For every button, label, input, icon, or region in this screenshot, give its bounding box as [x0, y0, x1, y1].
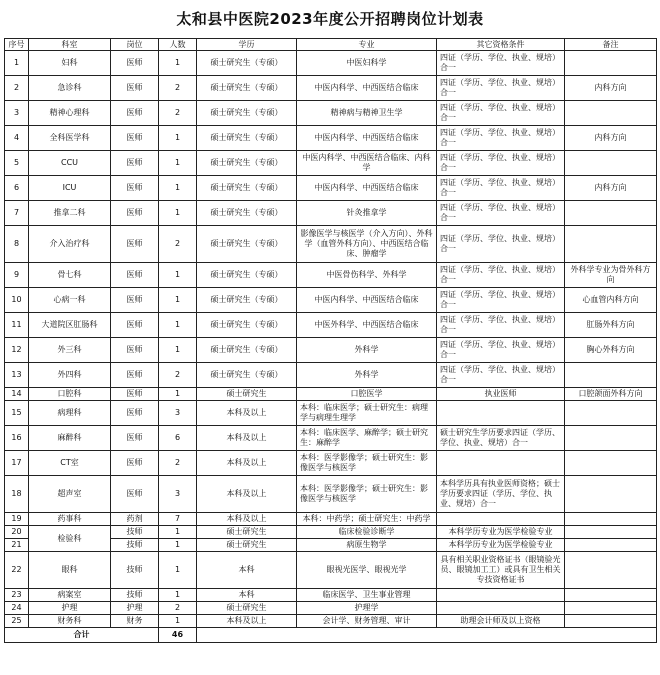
row-cond: 四证（学历、学位、执业、规培）合一: [437, 51, 565, 76]
row-note: 口腔颌面外科方向: [565, 388, 657, 401]
row-major: 会计学、财务管理、审计: [297, 615, 437, 628]
row-major: 本科：医学影像学；硕士研究生：影像医学与核医学: [297, 476, 437, 513]
table-row: [5, 388, 657, 401]
row-no: 4: [5, 126, 29, 151]
row-num: 2: [159, 451, 197, 476]
row-note: 胸心外科方向: [565, 338, 657, 363]
row-edu: 硕士研究生（专硕）: [197, 263, 297, 288]
total-label: 合计: [5, 628, 159, 643]
row-no: 17: [5, 451, 29, 476]
row-note: [565, 513, 657, 526]
table-row: [5, 288, 657, 313]
row-post: 护理: [111, 602, 159, 615]
row-post: 技师: [111, 526, 159, 539]
row-edu: 硕士研究生（专硕）: [197, 76, 297, 101]
row-dept: 外四科: [29, 363, 111, 388]
table-row: [5, 263, 657, 288]
table-row: [5, 513, 657, 526]
row-major: 精神病与精神卫生学: [297, 101, 437, 126]
row-cond: 本科学历专业为医学检验专业: [437, 526, 565, 539]
row-note: [565, 51, 657, 76]
row-num: 1: [159, 288, 197, 313]
row-dept: 麻醉科: [29, 426, 111, 451]
table-row: [5, 451, 657, 476]
row-no: 20: [5, 526, 29, 539]
row-cond: 四证（学历、学位、执业、规培）合一: [437, 263, 565, 288]
row-note: [565, 539, 657, 552]
row-post: 药剂: [111, 513, 159, 526]
row-major: 影像医学与核医学（介入方向）、外科学（血管外科方向）、中西医结合临床、肿瘤学: [297, 226, 437, 263]
table-row: [5, 615, 657, 628]
row-num: 2: [159, 363, 197, 388]
row-major: 外科学: [297, 338, 437, 363]
row-dept: 骨七科: [29, 263, 111, 288]
row-major: 临床检验诊断学: [297, 526, 437, 539]
row-no: 24: [5, 602, 29, 615]
row-cond: 硕士研究生学历要求四证（学历、学位、执业、规培）合一: [437, 426, 565, 451]
row-cond: 四证（学历、学位、执业、规培）合一: [437, 201, 565, 226]
row-cond: 四证（学历、学位、执业、规培）合一: [437, 76, 565, 101]
row-cond: 四证（学历、学位、执业、规培）合一: [437, 151, 565, 176]
row-cond: [437, 602, 565, 615]
table-row: [5, 126, 657, 151]
row-num: 3: [159, 401, 197, 426]
row-edu: 本科: [197, 589, 297, 602]
row-num: 1: [159, 338, 197, 363]
row-dept: 超声室: [29, 476, 111, 513]
table-row: [5, 526, 657, 539]
row-major: 临床医学、卫生事业管理: [297, 589, 437, 602]
row-note: [565, 451, 657, 476]
row-num: 1: [159, 263, 197, 288]
row-dept: 检验科: [29, 526, 111, 552]
row-post: 医师: [111, 201, 159, 226]
row-major: 中医内科学、中西医结合临床: [297, 176, 437, 201]
row-no: 15: [5, 401, 29, 426]
row-edu: 硕士研究生（专硕）: [197, 51, 297, 76]
row-note: 内科方向: [565, 76, 657, 101]
row-cond: [437, 589, 565, 602]
row-no: 9: [5, 263, 29, 288]
row-no: 13: [5, 363, 29, 388]
row-edu: 硕士研究生（专硕）: [197, 201, 297, 226]
recruitment-table: [4, 38, 657, 643]
row-note: [565, 226, 657, 263]
row-note: [565, 151, 657, 176]
row-note: [565, 363, 657, 388]
table-row: [5, 338, 657, 363]
row-num: 3: [159, 476, 197, 513]
row-dept: 妇科: [29, 51, 111, 76]
row-no: 8: [5, 226, 29, 263]
row-no: 19: [5, 513, 29, 526]
row-post: 医师: [111, 401, 159, 426]
row-edu: 硕士研究生（专硕）: [197, 126, 297, 151]
row-edu: 本科及以上: [197, 426, 297, 451]
row-note: 内科方向: [565, 126, 657, 151]
row-dept: 全科医学科: [29, 126, 111, 151]
row-cond: 四证（学历、学位、执业、规培）合一: [437, 176, 565, 201]
row-post: 医师: [111, 51, 159, 76]
row-dept: 推拿二科: [29, 201, 111, 226]
row-cond: 四证（学历、学位、执业、规培）合一: [437, 288, 565, 313]
row-edu: 硕士研究生（专硕）: [197, 101, 297, 126]
row-note: [565, 552, 657, 589]
row-num: 1: [159, 388, 197, 401]
row-post: 医师: [111, 101, 159, 126]
row-num: 1: [159, 176, 197, 201]
row-cond: 本科学历专业为医学检验专业: [437, 539, 565, 552]
row-major: 本科：临床医学、麻醉学；硕士研究生：麻醉学: [297, 426, 437, 451]
row-edu: 本科及以上: [197, 401, 297, 426]
row-edu: 硕士研究生: [197, 602, 297, 615]
row-num: 2: [159, 76, 197, 101]
table-row: [5, 101, 657, 126]
row-major: 中医内科学、中西医结合临床: [297, 76, 437, 101]
table-row: [5, 176, 657, 201]
row-no: 1: [5, 51, 29, 76]
header-dept: 科室: [29, 39, 111, 51]
row-cond: 执业医师: [437, 388, 565, 401]
row-post: 医师: [111, 126, 159, 151]
row-dept: 眼科: [29, 552, 111, 589]
table-row: [5, 401, 657, 426]
header-note: 备注: [565, 39, 657, 51]
row-cond: 具有相关职业资格证书（眼镜验光员、眼镜加工工）或具有卫生相关专技资格证书: [437, 552, 565, 589]
row-no: 11: [5, 313, 29, 338]
row-num: 1: [159, 51, 197, 76]
row-edu: 本科及以上: [197, 513, 297, 526]
row-edu: 硕士研究生: [197, 539, 297, 552]
row-major: 护理学: [297, 602, 437, 615]
row-post: 医师: [111, 476, 159, 513]
row-no: 3: [5, 101, 29, 126]
row-major: 针灸推拿学: [297, 201, 437, 226]
row-post: 技师: [111, 552, 159, 589]
row-post: 医师: [111, 313, 159, 338]
row-note: 肛肠外科方向: [565, 313, 657, 338]
row-dept: CT室: [29, 451, 111, 476]
row-dept: 病理科: [29, 401, 111, 426]
row-no: 14: [5, 388, 29, 401]
row-major: 本科：中药学；硕士研究生：中药学: [297, 513, 437, 526]
row-num: 7: [159, 513, 197, 526]
row-cond: 四证（学历、学位、执业、规培）合一: [437, 313, 565, 338]
table-row: [5, 313, 657, 338]
row-num: 2: [159, 101, 197, 126]
row-post: 医师: [111, 151, 159, 176]
row-num: 1: [159, 526, 197, 539]
row-major: 眼视光医学、眼视光学: [297, 552, 437, 589]
row-post: 医师: [111, 288, 159, 313]
row-post: 医师: [111, 451, 159, 476]
table-row: [5, 363, 657, 388]
table-row: [5, 589, 657, 602]
row-post: 医师: [111, 176, 159, 201]
table-row: [5, 201, 657, 226]
row-dept: 药事科: [29, 513, 111, 526]
row-note: 内科方向: [565, 176, 657, 201]
row-no: 12: [5, 338, 29, 363]
row-edu: 硕士研究生（专硕）: [197, 363, 297, 388]
row-edu: 硕士研究生: [197, 388, 297, 401]
header-major: 专业: [297, 39, 437, 51]
row-post: 医师: [111, 226, 159, 263]
row-note: [565, 401, 657, 426]
row-post: 医师: [111, 426, 159, 451]
row-major: 病原生物学: [297, 539, 437, 552]
total-num: 46: [159, 628, 197, 643]
row-post: 医师: [111, 363, 159, 388]
row-cond: 本科学历具有执业医师资格；硕士学历要求四证（学历、学位、执业、规培）合一: [437, 476, 565, 513]
table-row: [5, 476, 657, 513]
row-dept: 外三科: [29, 338, 111, 363]
row-edu: 本科: [197, 552, 297, 589]
row-post: 医师: [111, 388, 159, 401]
row-no: 16: [5, 426, 29, 451]
row-dept: 病案室: [29, 589, 111, 602]
row-num: 6: [159, 426, 197, 451]
row-major: 中医内科学、中西医结合临床、内科学: [297, 151, 437, 176]
row-dept: 急诊科: [29, 76, 111, 101]
row-major: 中医内科学、中西医结合临床: [297, 126, 437, 151]
row-post: 财务: [111, 615, 159, 628]
header-post: 岗位: [111, 39, 159, 51]
row-no: 7: [5, 201, 29, 226]
row-edu: 硕士研究生（专硕）: [197, 176, 297, 201]
total-blank: [197, 628, 657, 643]
row-cond: 助理会计师及以上资格: [437, 615, 565, 628]
row-num: 1: [159, 201, 197, 226]
row-no: 5: [5, 151, 29, 176]
row-no: 10: [5, 288, 29, 313]
row-post: 技师: [111, 539, 159, 552]
row-no: 18: [5, 476, 29, 513]
row-post: 医师: [111, 338, 159, 363]
row-dept: 精神心理科: [29, 101, 111, 126]
row-note: [565, 426, 657, 451]
table-row: [5, 552, 657, 589]
row-note: [565, 476, 657, 513]
row-edu: 本科及以上: [197, 451, 297, 476]
row-post: 技师: [111, 589, 159, 602]
row-post: 医师: [111, 76, 159, 101]
row-dept: 护理: [29, 602, 111, 615]
row-major: 外科学: [297, 363, 437, 388]
row-note: [565, 526, 657, 539]
row-cond: 四证（学历、学位、执业、规培）合一: [437, 226, 565, 263]
row-edu: 本科及以上: [197, 615, 297, 628]
header-num: 人数: [159, 39, 197, 51]
row-edu: 硕士研究生（专硕）: [197, 226, 297, 263]
row-dept: 财务科: [29, 615, 111, 628]
header-edu: 学历: [197, 39, 297, 51]
row-no: 2: [5, 76, 29, 101]
row-major: 中医骨伤科学、外科学: [297, 263, 437, 288]
row-no: 22: [5, 552, 29, 589]
row-cond: [437, 451, 565, 476]
row-num: 1: [159, 539, 197, 552]
row-edu: 本科及以上: [197, 476, 297, 513]
table-row: [5, 151, 657, 176]
row-edu: 硕士研究生（专硕）: [197, 288, 297, 313]
row-note: [565, 615, 657, 628]
row-num: 1: [159, 552, 197, 589]
total-row: [5, 628, 657, 643]
row-dept: 大道院区肛肠科: [29, 313, 111, 338]
row-major: 中医妇科学: [297, 51, 437, 76]
row-major: 中医内科学、中西医结合临床: [297, 288, 437, 313]
row-edu: 硕士研究生（专硕）: [197, 313, 297, 338]
row-edu: 硕士研究生（专硕）: [197, 338, 297, 363]
row-no: 21: [5, 539, 29, 552]
row-dept: CCU: [29, 151, 111, 176]
row-no: 6: [5, 176, 29, 201]
row-major: 口腔医学: [297, 388, 437, 401]
row-note: [565, 101, 657, 126]
row-cond: 四证（学历、学位、执业、规培）合一: [437, 363, 565, 388]
header-no: 序号: [5, 39, 29, 51]
row-num: 1: [159, 126, 197, 151]
row-num: 2: [159, 602, 197, 615]
table-header-row: [5, 39, 657, 51]
header-cond: 其它资格条件: [437, 39, 565, 51]
row-major: 本科：临床医学；硕士研究生：病理学与病理生理学: [297, 401, 437, 426]
row-num: 1: [159, 589, 197, 602]
row-note: 外科学专业为骨外科方向: [565, 263, 657, 288]
row-dept: 口腔科: [29, 388, 111, 401]
table-row: [5, 426, 657, 451]
row-note: [565, 589, 657, 602]
row-dept: 心病一科: [29, 288, 111, 313]
row-edu: 硕士研究生: [197, 526, 297, 539]
page-title: 太和县中医院2023年度公开招聘岗位计划表: [176, 10, 484, 28]
row-note: [565, 201, 657, 226]
row-num: 1: [159, 151, 197, 176]
table-row: [5, 226, 657, 263]
row-note: [565, 602, 657, 615]
row-note: 心血管内科方向: [565, 288, 657, 313]
row-post: 医师: [111, 263, 159, 288]
row-cond: 四证（学历、学位、执业、规培）合一: [437, 101, 565, 126]
row-major: 本科：医学影像学；硕士研究生：影像医学与核医学: [297, 451, 437, 476]
row-no: 23: [5, 589, 29, 602]
row-cond: 四证（学历、学位、执业、规培）合一: [437, 338, 565, 363]
row-num: 1: [159, 615, 197, 628]
table-row: [5, 76, 657, 101]
row-major: 中医外科学、中西医结合临床: [297, 313, 437, 338]
row-dept: ICU: [29, 176, 111, 201]
row-cond: [437, 401, 565, 426]
row-no: 25: [5, 615, 29, 628]
row-dept: 介入治疗科: [29, 226, 111, 263]
row-edu: 硕士研究生（专硕）: [197, 151, 297, 176]
row-num: 2: [159, 226, 197, 263]
table-row: [5, 602, 657, 615]
row-cond: 四证（学历、学位、执业、规培）合一: [437, 126, 565, 151]
row-num: 1: [159, 313, 197, 338]
row-cond: [437, 513, 565, 526]
table-row: [5, 51, 657, 76]
